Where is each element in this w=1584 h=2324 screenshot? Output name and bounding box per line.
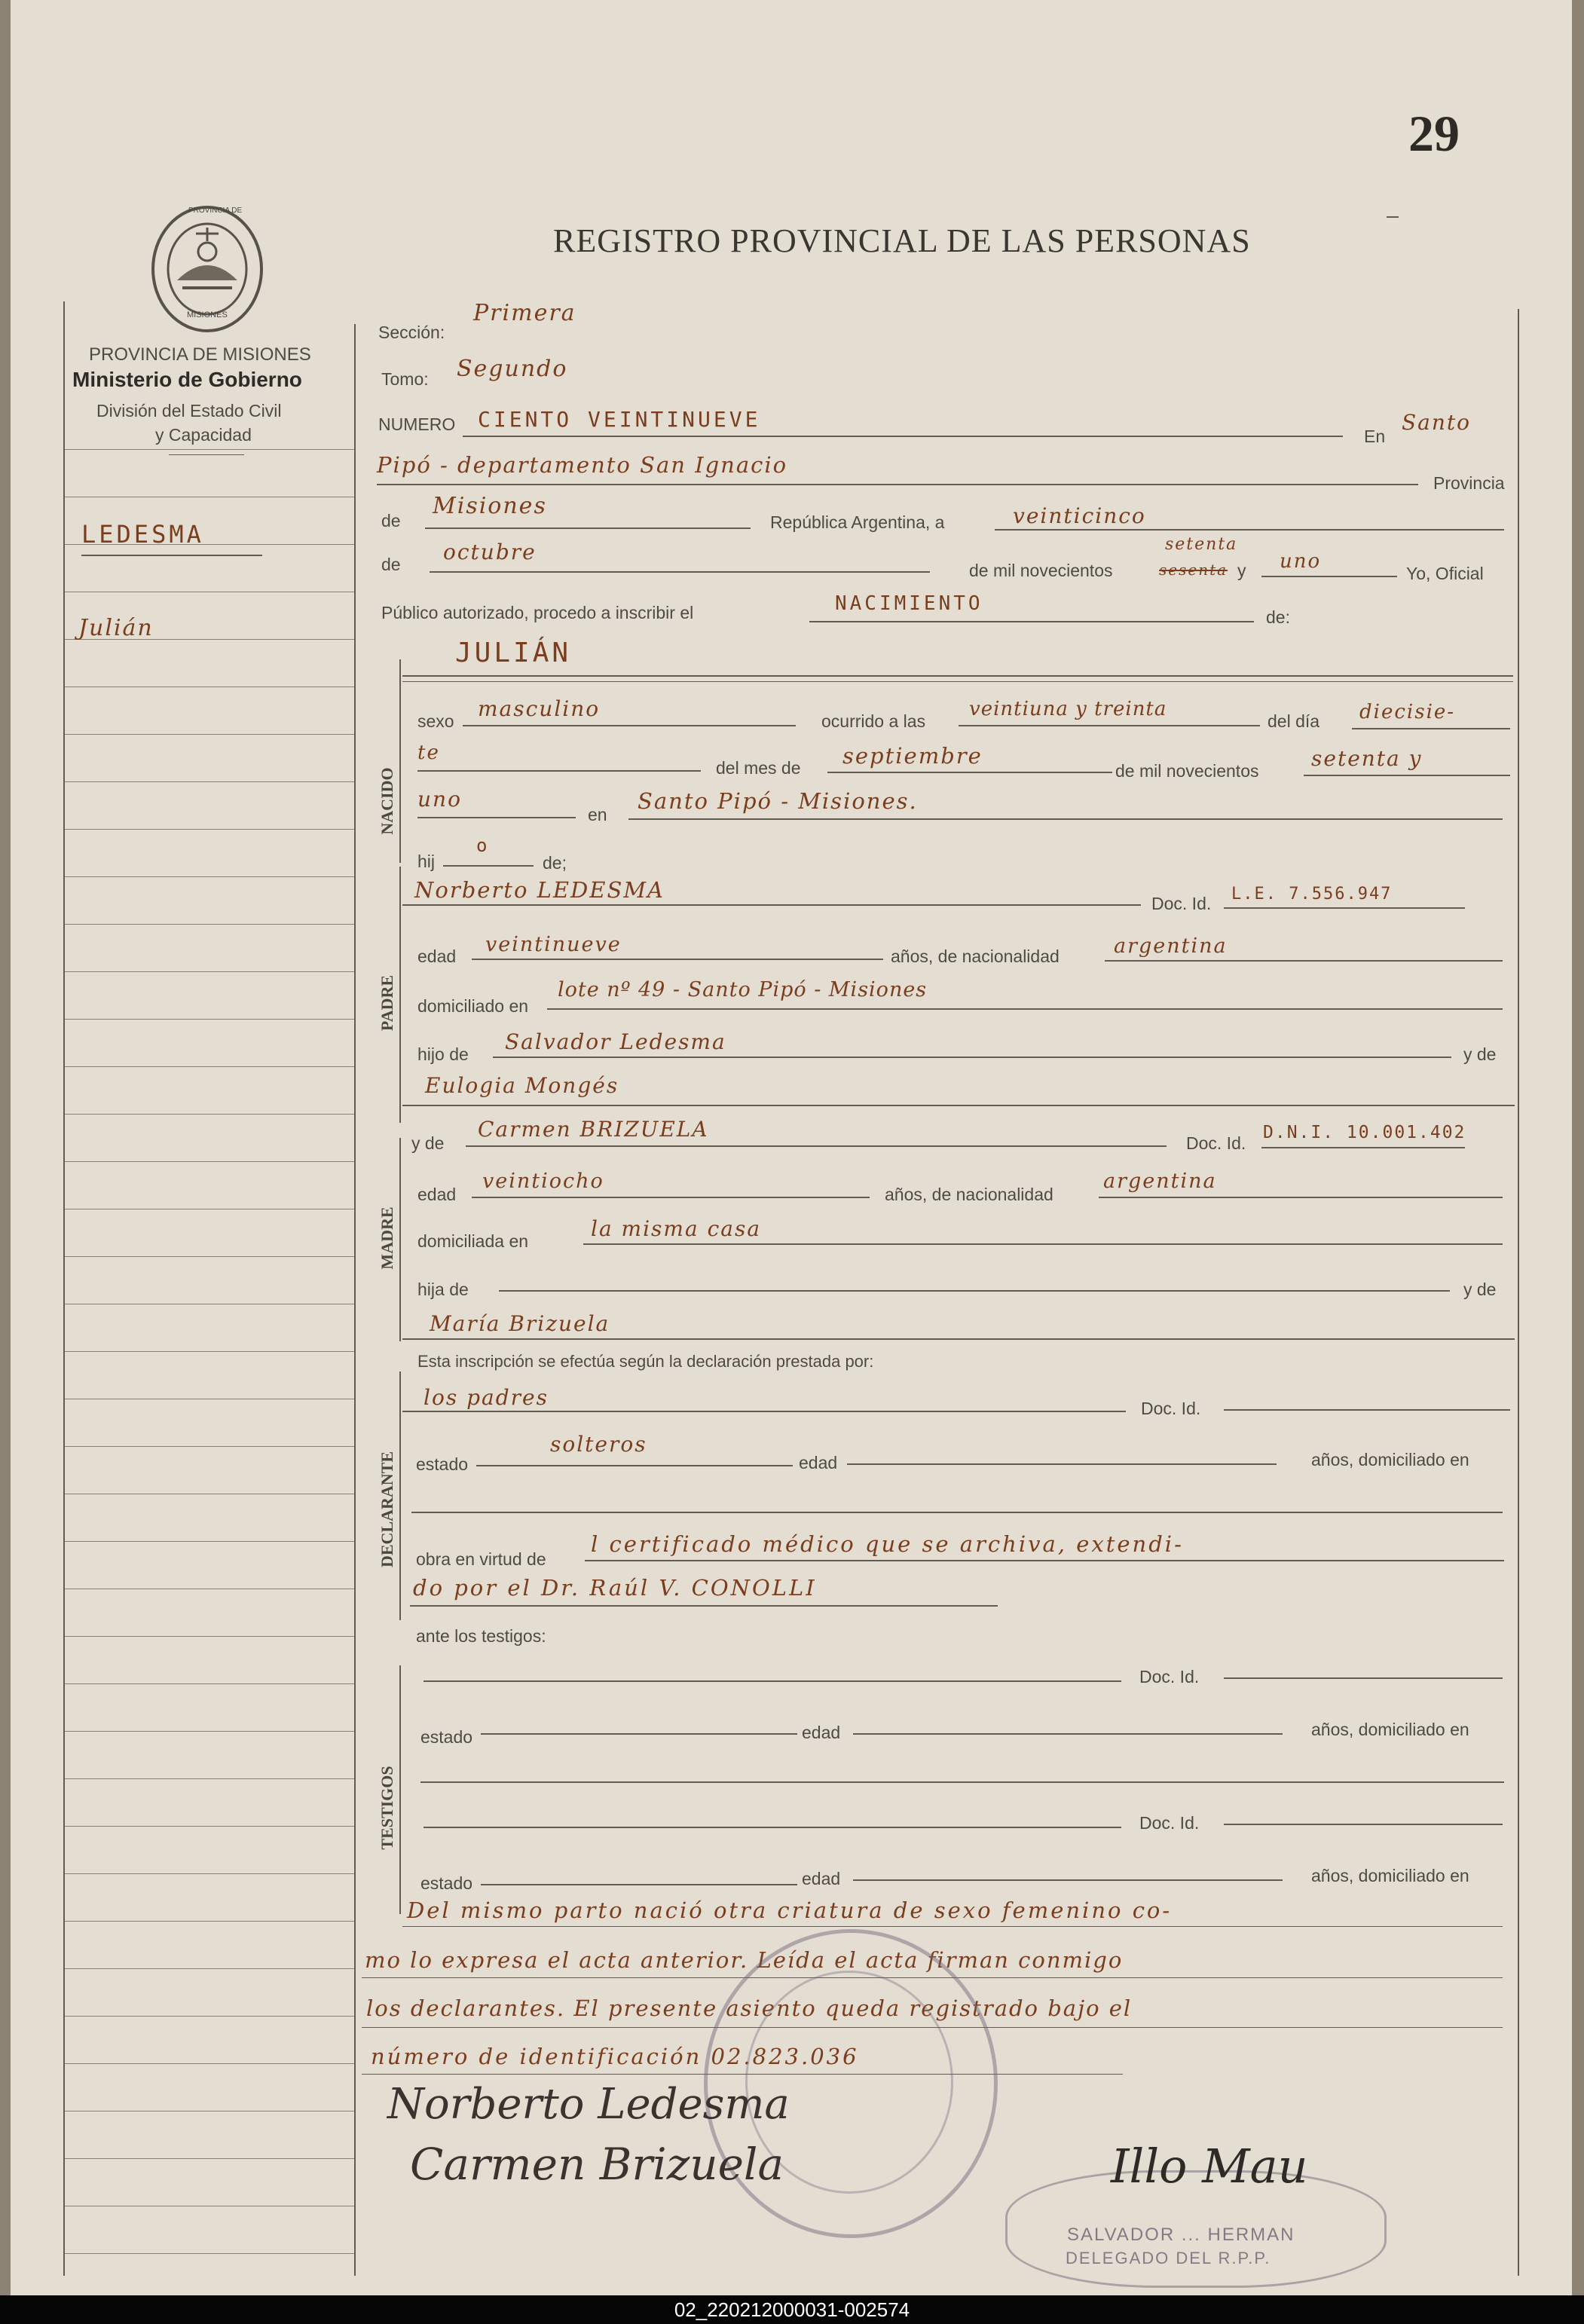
field-madre-nombre: Carmen BRIZUELA [478, 1117, 709, 1142]
label-y-anio: y [1237, 561, 1246, 580]
field-padre-nac: argentina [1114, 934, 1228, 958]
line-estado-testigo-2 [481, 1884, 797, 1885]
line-madre-dom [583, 1243, 1503, 1245]
field-dia: veinticinco [1013, 503, 1146, 528]
line-testigo-1 [424, 1680, 1121, 1682]
line-doc-testigo-1 [1224, 1677, 1503, 1679]
label-estado-declarante: estado [416, 1454, 469, 1474]
margin-rule [65, 1256, 354, 1257]
field-padre-nombre: Norberto LEDESMA [414, 877, 665, 903]
section-declarante: DECLARANTE [378, 1451, 396, 1568]
testigos-bracket [399, 1665, 401, 1914]
label-edad-padre: edad [417, 946, 457, 966]
section-madre: MADRE [378, 1206, 396, 1270]
margin-rule [65, 2253, 354, 2254]
page-right-border [1518, 309, 1519, 2276]
margin-rule [65, 1161, 354, 1162]
line-anio-nac [1304, 775, 1510, 776]
line-padre-edad [472, 959, 883, 960]
label-estado-testigo-2: estado [420, 1873, 473, 1893]
line-hija-de [499, 1290, 1450, 1292]
declarante-bracket [399, 1371, 401, 1620]
field-padre-doc: L.E. 7.556.947 [1231, 885, 1393, 904]
signature-mother: Carmen Brizuela [410, 2139, 784, 2190]
field-madre-edad: veintiocho [482, 1170, 604, 1193]
field-dia-nac-2: te [417, 742, 440, 764]
field-madre-doc: D.N.I. 10.001.402 [1263, 1123, 1466, 1142]
label-doc-testigo-2: Doc. Id. [1139, 1813, 1200, 1833]
line-dia-nac [1352, 728, 1510, 729]
stamp-role: DELEGADO DEL R.P.P. [1066, 2249, 1271, 2267]
line-anio [1261, 576, 1397, 577]
line-lugar-nac [628, 818, 1503, 820]
label-estado-testigo-1: estado [420, 1727, 473, 1747]
field-hora: veintiuna y treinta [969, 698, 1167, 720]
field-padre-dom: lote nº 49 - Santo Pipó - Misiones [558, 978, 928, 1001]
label-nac-padre: años, de nacionalidad [891, 946, 1060, 966]
margin-rule [65, 1683, 354, 1684]
label-y-de-madre: y de [411, 1133, 445, 1153]
label-provincia: Provincia [1433, 473, 1505, 493]
section-testigos: TESTIGOS [378, 1766, 396, 1850]
label-nac-madre: años, de nacionalidad [885, 1185, 1053, 1204]
margin-rule [65, 1114, 354, 1115]
line-dia-nac-2 [417, 770, 701, 772]
margin-rule [65, 449, 354, 450]
margin-divider [354, 324, 356, 2276]
label-dom-madre: domiciliada en [417, 1231, 529, 1251]
label-yo-oficial: Yo, Oficial [1406, 564, 1484, 583]
label-de-mes: de [381, 555, 401, 574]
field-mes-nac: septiembre [842, 743, 983, 769]
field-anio-unidad: uno [1280, 550, 1322, 573]
field-lugar-nac: Santo Pipó - Misiones. [638, 788, 918, 814]
line-sexo [463, 725, 796, 726]
margin-rule [65, 1019, 354, 1020]
line-estado-declarante [476, 1465, 793, 1466]
line-obra-1 [585, 1560, 1504, 1561]
label-publico: Público autorizado, procedo a inscribir el [381, 603, 694, 622]
emblem-bottom-text: MISIONES [187, 310, 228, 320]
line-edad-declarante [847, 1463, 1277, 1465]
madre-bracket [399, 1138, 401, 1341]
line-padre-dom [547, 1008, 1503, 1010]
label-esta-inscripcion: Esta inscripción se efectúa según la declaración prestada por: [417, 1352, 874, 1371]
label-anos-dom-testigo-1: años, domiciliado en [1311, 1720, 1469, 1739]
label-dom-padre: domiciliado en [417, 996, 529, 1016]
line-padre-nac [1105, 960, 1503, 962]
line-padre-doc [1224, 907, 1465, 909]
line-dom-declarante [411, 1512, 1503, 1513]
section-padre: PADRE [378, 974, 396, 1032]
label-ocurrido: ocurrido a las [821, 711, 926, 731]
field-anio-correction: setenta [1165, 535, 1238, 554]
line-madre-nac [1099, 1197, 1503, 1198]
ministry-label: Ministerio de Gobierno [72, 368, 302, 391]
line-madre-nombre [466, 1145, 1167, 1147]
label-doc-madre: Doc. Id. [1186, 1133, 1246, 1153]
label-edad-declarante: edad [799, 1453, 838, 1472]
label-doc-testigo-1: Doc. Id. [1139, 1667, 1200, 1686]
margin-rule [65, 2016, 354, 2017]
margin-rule [65, 1066, 354, 1067]
line-hora [959, 725, 1260, 726]
margin-rule [65, 876, 354, 877]
field-provincia: Misiones [433, 493, 547, 519]
field-declarante: los padres [424, 1385, 549, 1410]
line-lugar [377, 484, 1418, 485]
label-ante: ante los testigos: [416, 1626, 546, 1646]
margin-rule [65, 781, 354, 782]
label-de-mil-nac: de mil novecientos [1115, 761, 1259, 781]
line-mes [430, 571, 930, 573]
signature-official: Illo Mau [1111, 2139, 1308, 2194]
line-estado-testigo-1 [481, 1733, 797, 1735]
line-hijo-suffix [443, 865, 534, 867]
label-hij: hij [417, 852, 436, 871]
label-de-mil: de mil novecientos [969, 561, 1113, 580]
margin-rule [65, 1351, 354, 1352]
title-tick [1387, 216, 1399, 218]
line-nombre-2 [402, 681, 1513, 682]
field-mes: octubre [443, 540, 537, 564]
margin-rule [65, 971, 354, 972]
note-line-3: los declarantes. El presente asiento queda registrado bajo el [366, 1995, 1133, 2021]
field-estado-declarante: solteros [550, 1432, 647, 1457]
field-madre-dom: la misma casa [591, 1216, 762, 1241]
margin-name: Julián [78, 615, 154, 641]
line-madre-edad [472, 1197, 870, 1198]
line-numero [463, 436, 1343, 437]
label-hija-de: hija de [417, 1280, 469, 1299]
note-line-1: Del mismo parto nació otra criatura de sexo femenino co- [407, 1897, 1173, 1923]
label-edad-testigo-2: edad [802, 1869, 841, 1888]
margin-left-border [63, 301, 65, 2276]
field-obra-1: l certificado médico que se archiva, extendi- [591, 1531, 1184, 1557]
label-de-hijo: de; [543, 853, 567, 873]
label-anos-dom-declarante: años, domiciliado en [1311, 1450, 1469, 1469]
margin-rule [65, 1446, 354, 1447]
field-inscripcion: NACIMIENTO [835, 592, 983, 615]
field-dia-nac-1: diecisie- [1359, 701, 1456, 723]
line-padre-hijo-de [493, 1057, 1451, 1058]
note-line-2: mo lo expresa el acta anterior. Leída el acta firman conmigo [365, 1947, 1124, 1973]
label-doc-declarante: Doc. Id. [1141, 1399, 1201, 1418]
field-anio-nac-1: setenta y [1311, 746, 1423, 771]
line-madre-doc [1261, 1147, 1465, 1148]
margin-rule [65, 1921, 354, 1922]
field-numero: CIENTO VEINTINUEVE [478, 407, 761, 432]
line-testigo-2 [424, 1827, 1121, 1828]
label-edad-testigo-1: edad [802, 1723, 841, 1742]
label-de-colon: de: [1266, 607, 1290, 627]
field-anio-struck: sesenta [1159, 561, 1228, 579]
line-anio-nac-2 [417, 817, 576, 818]
surname-underline [81, 555, 262, 556]
margin-rule [65, 1873, 354, 1874]
line-mes-nac [827, 772, 1112, 773]
register-page [11, 0, 1572, 2295]
field-hijo-suffix: o [476, 835, 491, 856]
emblem-top-text: PROVINCIA DE [188, 206, 243, 215]
margin-rule [65, 734, 354, 735]
field-seccion: Primera [473, 300, 576, 326]
line-doc-declarante [1224, 1409, 1510, 1411]
margin-surname: LEDESMA [81, 520, 204, 549]
stamp-name: SALVADOR ... HERMAN [1067, 2225, 1295, 2245]
label-y-de-padre: y de [1463, 1044, 1497, 1064]
image-id-footer: 02_220212000031-002574 [0, 2295, 1584, 2324]
line-obra-2 [410, 1605, 998, 1607]
margin-rule [65, 829, 354, 830]
line-padre-madre [402, 1105, 1515, 1106]
padre-bracket [399, 867, 401, 1123]
label-seccion: Sección: [378, 323, 445, 342]
label-sexo: sexo [417, 711, 454, 731]
label-republica: República Argentina, a [770, 512, 945, 532]
label-anos-dom-testigo-2: años, domiciliado en [1311, 1866, 1469, 1885]
margin-rule [65, 1541, 354, 1542]
margin-rule [65, 1826, 354, 1827]
line-madre-madre [402, 1338, 1515, 1340]
label-del-mes: del mes de [716, 758, 801, 778]
label-tomo: Tomo: [381, 369, 429, 389]
field-padre-madre: Eulogia Mongés [425, 1073, 619, 1098]
header-rule [169, 454, 244, 455]
label-en-nac: en [588, 805, 607, 824]
field-madre-nac: argentina [1103, 1170, 1217, 1193]
page-title: REGISTRO PROVINCIAL DE LAS PERSONAS [553, 222, 1251, 259]
field-lugar: Pipó - departamento San Ignacio [377, 452, 788, 478]
line-nombre [402, 675, 1513, 677]
field-obra-2: do por el Dr. Raúl V. CONOLLI [413, 1575, 817, 1601]
nacido-bracket [399, 659, 401, 863]
division-label: División del Estado Civil [96, 401, 282, 420]
label-hijo-de: hijo de [417, 1044, 469, 1064]
field-padre-edad: veintinueve [485, 933, 622, 956]
margin-rule [65, 1731, 354, 1732]
margin-rule [65, 2158, 354, 2159]
label-doc-padre: Doc. Id. [1151, 894, 1212, 913]
margin-rule [65, 1778, 354, 1779]
label-obra: obra en virtud de [416, 1549, 546, 1569]
line-padre-nombre [402, 904, 1141, 906]
province-emblem [143, 197, 271, 337]
margin-rule [65, 924, 354, 925]
field-anio-nac-2: uno [417, 787, 462, 812]
signature-father: Norberto Ledesma [387, 2080, 790, 2129]
label-numero: NUMERO [378, 414, 456, 434]
section-nacido: NACIDO [378, 767, 396, 835]
province-label: PROVINCIA DE MISIONES [89, 344, 311, 365]
line-dom-testigo-1 [420, 1781, 1504, 1783]
field-nombre: JULIÁN [455, 638, 572, 668]
line-nota-1 [402, 1926, 1503, 1927]
label-en: En [1364, 427, 1386, 446]
label-del-dia: del día [1268, 711, 1320, 731]
line-doc-testigo-2 [1224, 1824, 1503, 1825]
line-declarante [402, 1411, 1126, 1412]
field-madre-madre: María Brizuela [430, 1311, 610, 1336]
page-number: 29 [1408, 105, 1460, 162]
field-en: Santo [1402, 410, 1472, 435]
label-y-de-madre-end: y de [1463, 1280, 1497, 1299]
line-dia [995, 529, 1504, 531]
line-edad-testigo-1 [853, 1733, 1283, 1735]
field-padre-hijo-de: Salvador Ledesma [505, 1029, 726, 1054]
margin-rule [65, 1968, 354, 1969]
note-line-4: número de identificación 02.823.036 [371, 2044, 859, 2069]
line-inscripcion [809, 621, 1254, 622]
margin-rule [65, 1636, 354, 1637]
margin-rule [65, 686, 354, 687]
line-edad-testigo-2 [853, 1879, 1283, 1881]
margin-rule [65, 2063, 354, 2064]
field-sexo: masculino [478, 696, 601, 721]
label-de-provincia: de [381, 511, 401, 531]
field-tomo: Segundo [457, 356, 568, 382]
label-edad-madre: edad [417, 1185, 457, 1204]
line-provincia [425, 527, 751, 529]
division-label-2: y Capacidad [155, 425, 252, 445]
